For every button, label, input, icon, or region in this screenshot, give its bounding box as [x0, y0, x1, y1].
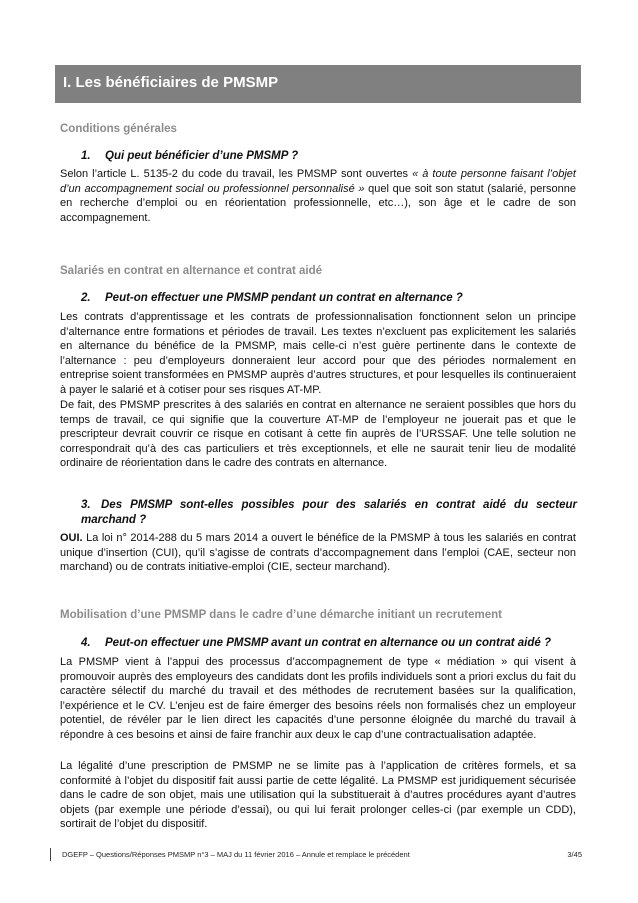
question-1 [81, 150, 298, 162]
paragraph-4 [60, 531, 576, 575]
question-3 [81, 498, 577, 528]
paragraph-text: Selon l’article L. 5135-2 du code du travail, les PMSMP sont ouvertes [60, 168, 413, 180]
question-text: Qui peut bénéficier d’une PMSMP ? [105, 150, 299, 162]
paragraph-text: La loi n° 2014-288 du 5 mars 2014 a ouvert le bénéfice de la PMSMP à tous les salariés en contrat unique d’insertion (CUI), qu’il s’agisse de contrats d’accompagnement dans l’emploi (CAE, secteur non marchand) ou de contrats initiative-emploi (CIE, secteur marchand). [60, 532, 576, 574]
paragraph-text: quel que soit son statut (salarié, personne en recherche d’emploi ou en réorientation professionnelle, etc…), son âge et le cadre de son accompagnement. [60, 182, 576, 224]
question-number: 4. [81, 637, 91, 649]
paragraph-2: Les contrats d’apprentissage et les contrats de professionnalisation fonctionnent selon un principe d’alternance entre formations et périodes de travail. Les textes n’excluent pas explicitement les salariés en alternance du bénéfice de la PMSMP, mais celle-ci n’est guère pertinente dans le contexte de l’alternance : peu d’employeurs donneraient leur accord pour que des périodes normalement en entreprise soient transformées en PMSMP auprès d’autres structures, et pour lesquelles ils continueraient à payer le salarié et à cotiser pour ses risques AT-MP. [60, 311, 576, 396]
question-text: Peut-on effectuer une PMSMP pendant un contrat en alternance ? [105, 292, 463, 304]
paragraph-3: De fait, des PMSMP prescrites à des salariés en contrat en alternance ne seraient possibles que hors du temps de travail, ce qui signifie que la couverture AT-MP de l’employeur ne jouerait pas et que le prescripteur devrait couvrir ce risque en cotisant à cette fin auprès de l’URSSAF. Une telle solution ne correspondrait qu’à des cas particuliers et très exceptionnels, et elle ne saurait tenir lieu de modalité ordinaire de réorientation dans le cadre des contrats en alternance. [60, 399, 576, 470]
question-number: 3. [81, 499, 91, 511]
page-number: 3/45 [567, 850, 582, 859]
paragraph-5: La PMSMP vient à l’appui des processus d’accompagnement de type « médiation » qui visent à promouvoir auprès des employeurs des candidats dont les profils individuels sont a priori exclus du fait du caractère sélectif du marché du travail et des méthodes de recrutement basées sur la qualification, l’expérience et le CV. L’enjeu est de faire émerger des besoins réels non formalisés chez un employeur potentiel, de révéler par le lien direct les capacités d’une personne éloignée du marché du travail à répondre à ces besoins et ainsi de faire franchir aux deux le cap d’une contractualisation adaptée. [60, 656, 576, 741]
question-2 [81, 292, 463, 304]
question-number: 2. [81, 292, 91, 304]
section-heading-conditions: Conditions générales [60, 123, 177, 135]
question-text: Des PMSMP sont-elles possibles pour des salariés en contrat aidé du secteur marchand ? [81, 499, 577, 526]
paragraph-quote: « à toute personne faisant l’objet d’un accompagnement social ou professionnel personnalisé » [60, 168, 576, 195]
page-footer [50, 848, 582, 862]
question-number: 1. [81, 150, 91, 162]
paragraph-6: La légalité d’une prescription de PMSMP ne se limite pas à l’application de critères formels, et sa conformité à l’objet du dispositif fait aussi partie de cette légalité. La PMSMP est juridiquement sécurisée dans le cadre de son objet, mais une utilisation qui la substituerait à d’autres procédures ayant d’autres objets (par exemple une période d’essai), ou qui lui ferait prolonger celles-ci (par exemple un CDD), sortirait de l’objet du dispositif. [60, 760, 576, 831]
section-title: I. Les bénéficiaires de PMSMP [63, 74, 279, 91]
question-text: Peut-on effectuer une PMSMP avant un contrat en alternance ou un contrat aidé ? [105, 637, 552, 649]
footer-text: DGEFP – Questions/Réponses PMSMP n°3 – MAJ du 11 février 2016 – Annule et remplace le précédent [62, 850, 410, 859]
paragraph-1 [60, 167, 576, 225]
section-banner [55, 65, 581, 103]
answer-yes: OUI. [60, 532, 83, 544]
section-heading-recrutement: Mobilisation d’une PMSMP dans le cadre d’une démarche initiant un recrutement [60, 609, 502, 621]
question-4 [81, 637, 551, 649]
footer-divider [50, 848, 51, 861]
section-heading-alternance: Salariés en contrat en alternance et contrat aidé [60, 265, 323, 277]
